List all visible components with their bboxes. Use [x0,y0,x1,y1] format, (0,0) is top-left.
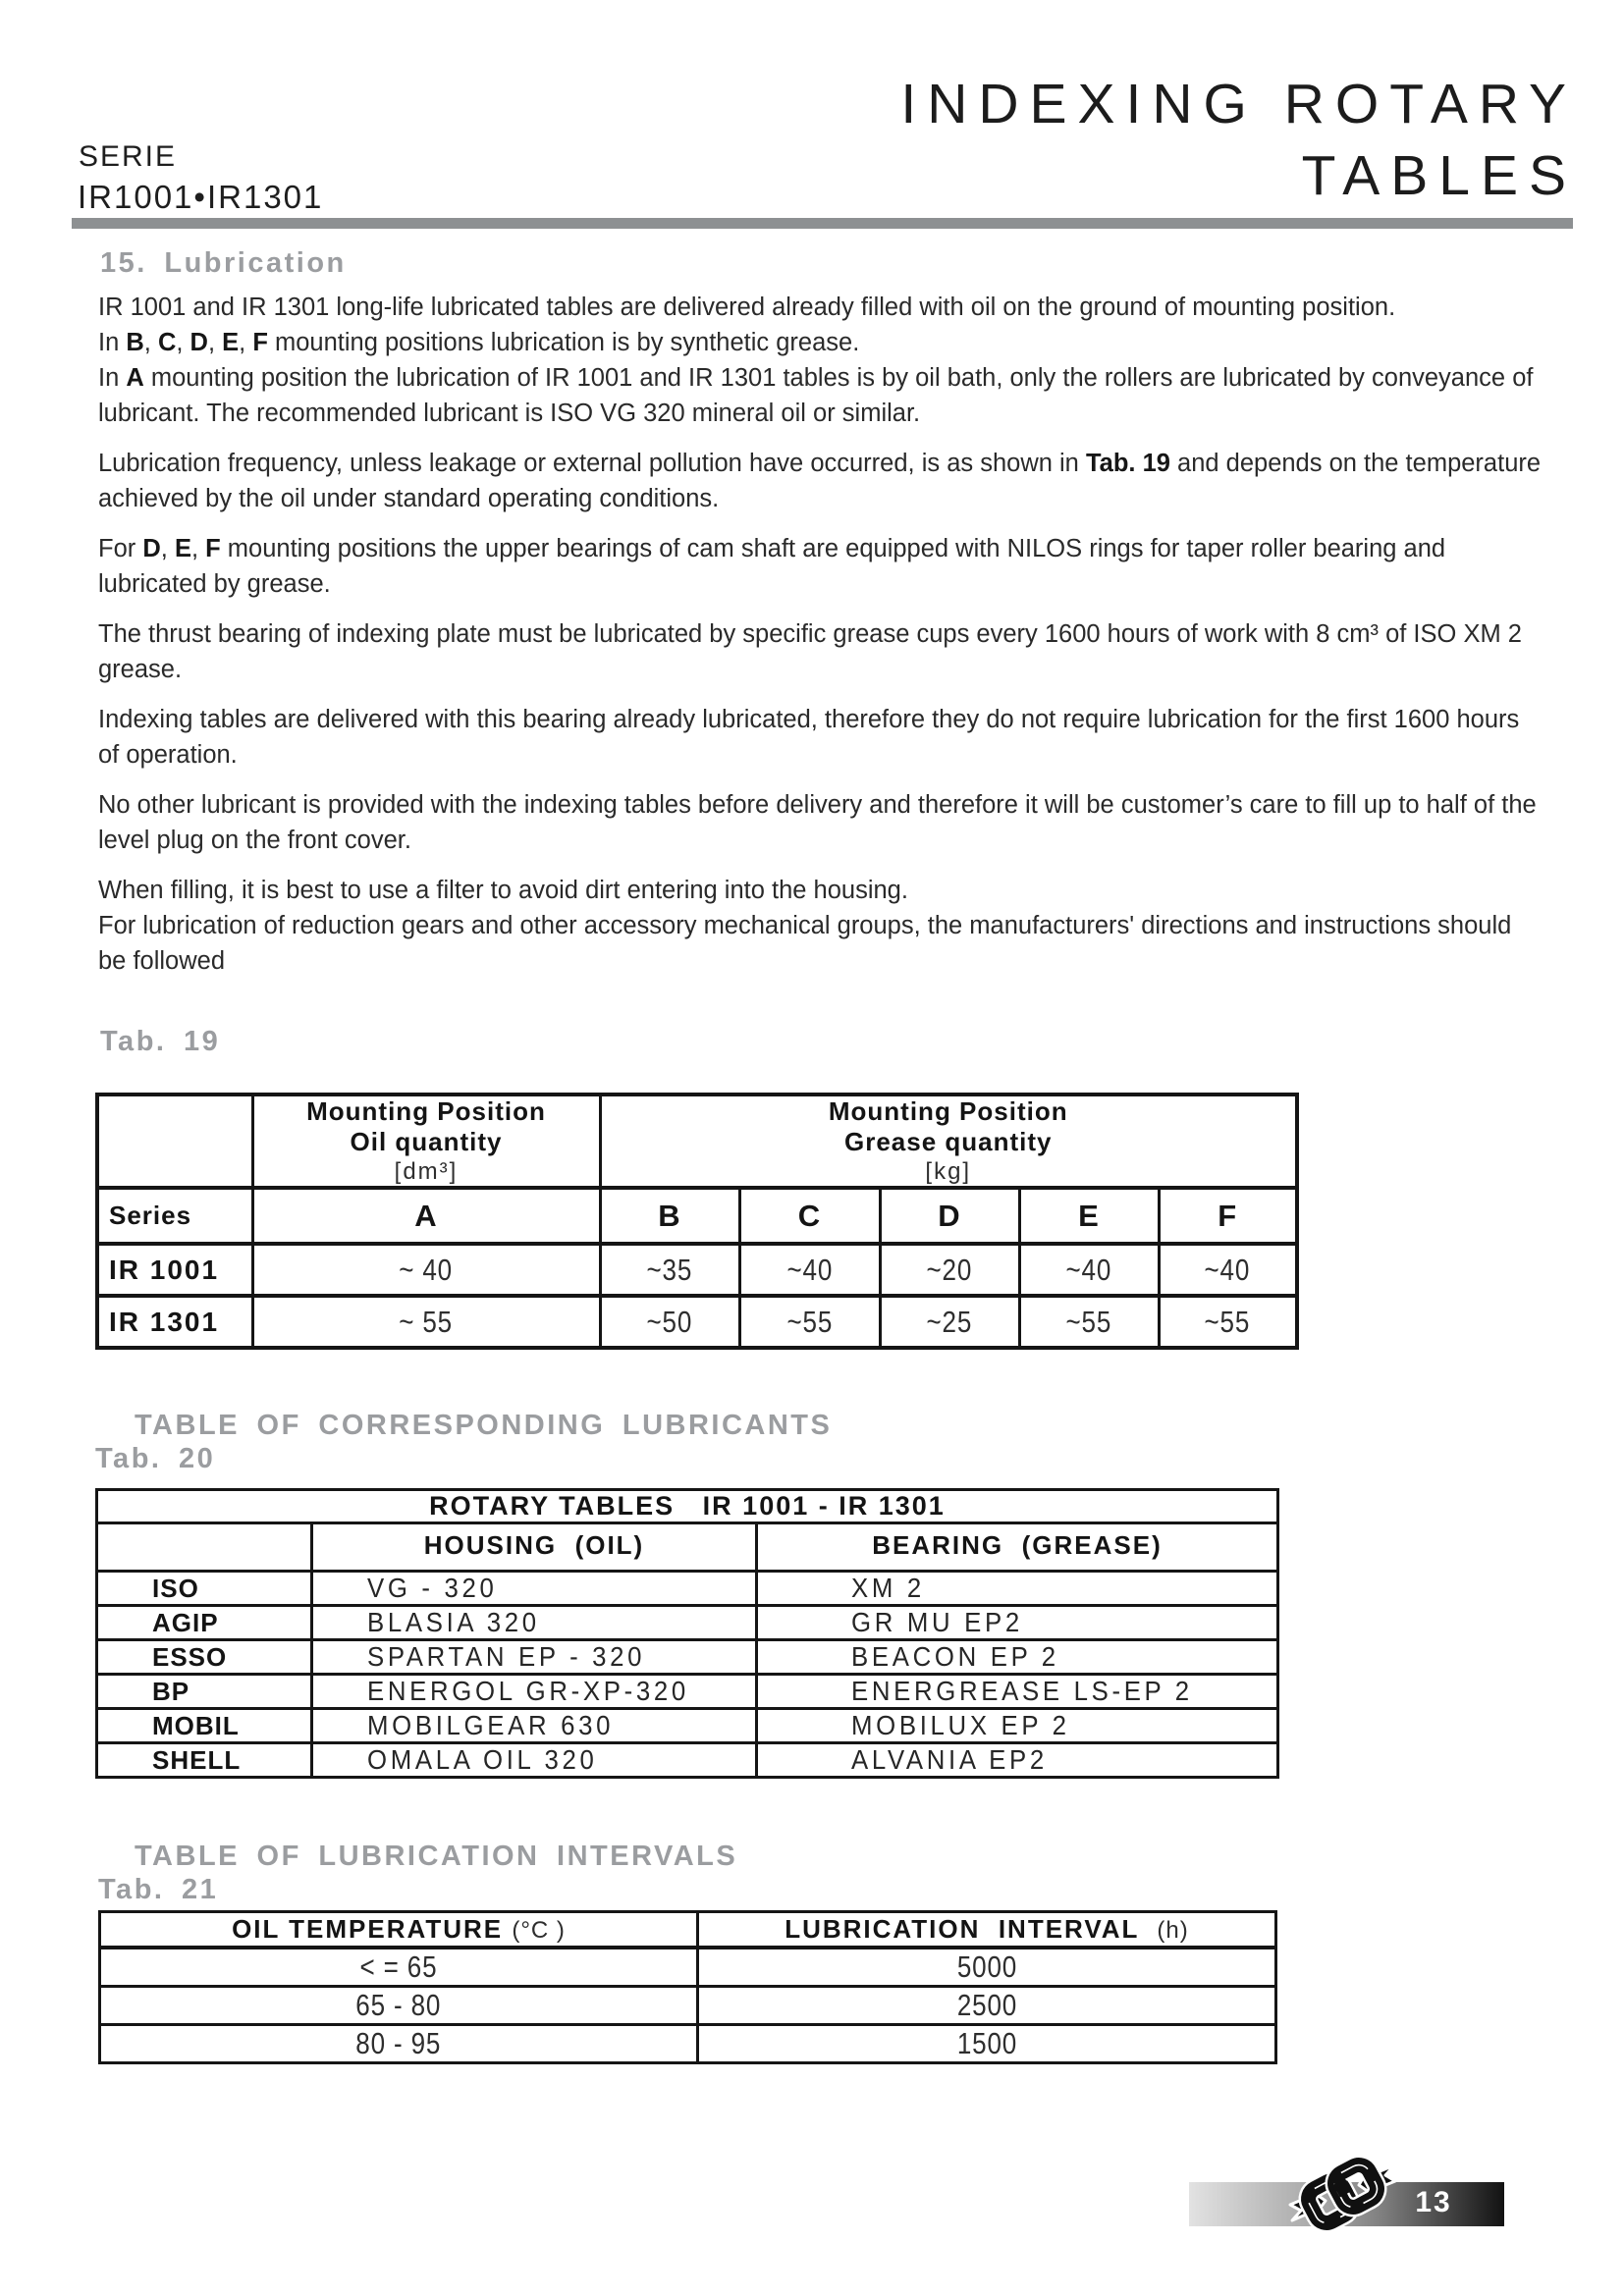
tab21-value-cell [100,1948,698,1987]
tab19-value: ~ 40 [399,1252,454,1287]
tab20-label: Tab. 20 [95,1443,216,1474]
tab20-title-cell: ROTARY TABLES IR 1001 - IR 1301 [97,1490,1278,1523]
table-row [97,1296,1297,1348]
tab20-brand-cell: ISO [97,1572,312,1606]
table-row [97,1244,1297,1296]
tab19-value: ~40 [1065,1252,1112,1287]
tab20-oil-cell [312,1675,757,1709]
tab19-value: ~25 [926,1304,973,1339]
tab21-column-header [698,1912,1276,1948]
tab20-grease-cell [757,1675,1278,1709]
tab20-heading: TABLE OF CORRESPONDING LUBRICANTS [135,1410,833,1441]
tab20-corner-cell [97,1523,312,1572]
paragraph: Indexing tables are delivered with this bearing already lubricated, therefore they do not require lubrication for the first 1600 hours of operation. [98,706,1520,769]
tab19-value: ~55 [1065,1304,1112,1339]
tab20-grease-cell [757,1572,1278,1606]
tab20-value: MOBILUX EP 2 [851,1710,1070,1740]
tab19-series-header: Series [97,1188,252,1244]
company-logo-icon [1284,2152,1400,2236]
paragraph: No other lubricant is provided with the indexing tables before delivery and therefore it will be customer’s care to fill up to half of the level plug on the front cover. [98,791,1537,854]
tab19-value: ~40 [1204,1252,1251,1287]
tab21-value-cell [698,2024,1276,2062]
tab20-value: ENERGREASE LS-EP 2 [851,1676,1193,1706]
tab19-value-cell [1159,1296,1297,1348]
tab19-value: ~20 [926,1252,973,1287]
paragraph: When filling, it is best to use a filter to avoid dirt entering into the housing. For lubrication of reduction gears and other accessory mechanical groups, the manufacturers' directions and instructions should be followed [98,877,1512,975]
tab19-position-header: D [880,1188,1019,1244]
tab19-value: ~55 [1204,1304,1251,1339]
tab21-header-unit: (h) [1157,1916,1189,1944]
tab21-column-header [100,1912,698,1948]
tab19-corner-cell [97,1095,252,1188]
tab20-value: MOBILGEAR 630 [367,1710,615,1740]
tab19-position-header: F [1159,1188,1297,1244]
paragraph: Lubrication frequency, unless leakage or external pollution have occurred, is as shown in Tab. 19 and depends on the temperature achieved by the oil under standard operating conditions. [98,450,1542,512]
tab21-value-cell [698,1948,1276,1987]
tab20-value: XM 2 [851,1573,925,1603]
tab20-brand-cell: SHELL [97,1743,312,1778]
paragraph: The thrust bearing of indexing plate must be lubricated by specific grease cups every 1600 hours of work with 8 cm³ of ISO XM 2 grease. [98,620,1522,683]
table-row [97,1523,1278,1572]
tab21-value: 1500 [956,2025,1017,2060]
tab19-position-header: A [252,1188,600,1244]
table-row [97,1743,1278,1778]
tab20-table [95,1488,1279,1779]
table-row [97,1606,1278,1640]
tab19-value: ~ 55 [399,1304,454,1339]
tab19-value-cell [600,1244,739,1296]
tab20-column-header: HOUSING (OIL) [312,1523,757,1572]
tab19-position-header: B [600,1188,739,1244]
tab20-grease-cell [757,1709,1278,1743]
tab19-position-header: C [739,1188,880,1244]
tab19-oil-header: Mounting Position Oil quantity [dm³] [252,1095,600,1188]
tab19-table [95,1093,1299,1350]
tab20-grease-cell [757,1640,1278,1675]
tab19-position-header: E [1019,1188,1159,1244]
tab19-value: ~35 [646,1252,693,1287]
tab20-oil-cell [312,1606,757,1640]
table-row [100,1948,1276,1987]
tab19-body [97,1095,1297,1348]
paragraphs [98,290,1542,993]
document-title [900,69,1577,212]
tab20-oil-cell [312,1743,757,1778]
tab20-oil-cell [312,1640,757,1675]
paragraph: IR 1001 and IR 1301 long-life lubricated tables are delivered already filled with oil on the ground of mounting position. In B, C, D, E, F mounting positions lubrication is by synthetic grease. In A mounting position the lubrication of IR 1001 and IR 1301 tables is by oil bath, only the rollers are lubricated by conveyance of lubricant. The recommended lubricant is ISO VG 320 mineral oil or similar. [98,294,1534,427]
tab20-grease-cell [757,1606,1278,1640]
tab20-value: BEACON EP 2 [851,1641,1059,1672]
tab20-value: BLASIA 320 [367,1607,540,1637]
tab21-value: 2500 [956,1987,1017,2022]
tab19-value-cell [880,1296,1019,1348]
table-row [97,1188,1297,1244]
tab19-value: ~40 [786,1252,833,1287]
tab19-series-cell: IR 1001 [97,1244,252,1296]
table-row [100,1986,1276,2024]
table-row [100,1912,1276,1948]
tab19-value-cell [739,1244,880,1296]
header-rule [72,218,1573,229]
tab19-value-cell [252,1244,600,1296]
tab21-label: Tab. 21 [98,1874,219,1905]
tab21-value-cell [698,1986,1276,2024]
tab19-label: Tab. 19 [100,1026,221,1057]
tab19-grease-header: Mounting Position Grease quantity [kg] [600,1095,1297,1188]
document-title-line2: TABLES [1301,144,1577,207]
tab21-header-unit: (°C ) [512,1916,566,1944]
tab19-value-cell [252,1296,600,1348]
table-row [97,1640,1278,1675]
table-row [97,1490,1278,1523]
tab20-body [97,1490,1278,1778]
tab21-value: < = 65 [359,1949,438,1984]
tab19-value: ~50 [646,1304,693,1339]
tab21-value: 80 - 95 [355,2025,442,2060]
tab21-value: 65 - 80 [355,1987,442,2022]
tab20-oil-cell [312,1709,757,1743]
series-label: SERIE [79,140,178,173]
tab20-brand-cell: MOBIL [97,1709,312,1743]
tab21-value-cell [100,1986,698,2024]
tab21-value-cell [100,2024,698,2062]
tab19-series-cell: IR 1301 [97,1296,252,1348]
table-row [97,1709,1278,1743]
tab21-value: 5000 [956,1949,1017,1984]
tab21-header-text: OIL TEMPERATURE [232,1913,513,1944]
tab20-value: ALVANIA EP2 [851,1744,1048,1775]
tab20-grease-cell [757,1743,1278,1778]
tab19-value-cell [1019,1296,1159,1348]
tab21-body [100,1912,1276,2063]
table-row [97,1572,1278,1606]
tab20-brand-cell: ESSO [97,1640,312,1675]
table-row [97,1675,1278,1709]
table-row [97,1095,1297,1188]
tab20-value: VG - 320 [367,1573,498,1603]
tab21-header-text: LUBRICATION INTERVAL [785,1913,1158,1944]
tab20-value: OMALA OIL 320 [367,1744,598,1775]
tab20-value: SPARTAN EP - 320 [367,1641,646,1672]
tab20-value: ENERGOL GR-XP-320 [367,1676,689,1706]
tab21-heading: TABLE OF LUBRICATION INTERVALS [135,1841,738,1872]
tab21-table [98,1910,1277,2064]
tab19-value-cell [1159,1244,1297,1296]
series-value: IR1001•IR1301 [78,179,324,215]
tab20-column-header: BEARING (GREASE) [757,1523,1278,1572]
tab19-value-cell [1019,1244,1159,1296]
document-title-line1: INDEXING ROTARY [900,73,1577,135]
tab20-brand-cell: AGIP [97,1606,312,1640]
tab19-value-cell [739,1296,880,1348]
tab20-value: GR MU EP2 [851,1607,1023,1637]
tab19-value-cell [600,1296,739,1348]
tab20-brand-cell: BP [97,1675,312,1709]
tab20-oil-cell [312,1572,757,1606]
table-row [100,2024,1276,2062]
tab19-value-cell [880,1244,1019,1296]
page-number: 13 [1415,2186,1452,2218]
section-title: 15. Lubrication [100,247,347,279]
paragraph: For D, E, F mounting positions the upper bearings of cam shaft are equipped with NILOS rings for taper roller bearing and lubricated by grease. [98,535,1446,598]
tab19-value: ~55 [786,1304,833,1339]
